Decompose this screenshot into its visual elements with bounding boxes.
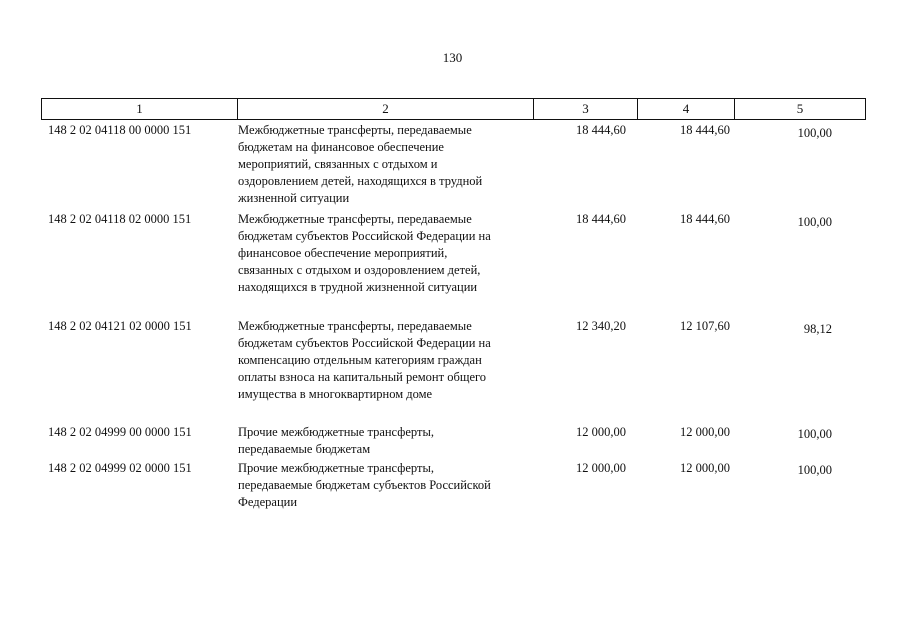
row-code: 148 2 02 04118 00 0000 151: [48, 123, 192, 137]
row-name-line: передаваемые бюджетам: [238, 442, 371, 456]
row-name-line: Прочие межбюджетные трансферты,: [238, 425, 434, 439]
row-col3-value: 12 340,20: [576, 319, 626, 333]
row-name-line: Прочие межбюджетные трансферты,: [238, 461, 434, 475]
row-name-line: жизненной ситуации: [238, 191, 350, 205]
page-number: 130: [442, 50, 463, 65]
row-code: 148 2 02 04999 02 0000 151: [48, 461, 192, 475]
row-name-line: бюджетам субъектов Российской Федерации на: [238, 229, 491, 243]
header-col-3: 3: [533, 99, 637, 119]
row-name-line: связанных с отдыхом и оздоровлением детей,: [238, 263, 481, 277]
row-name-line: мероприятий, связанных с отдыхом и: [238, 157, 438, 171]
row-code: 148 2 02 04118 02 0000 151: [48, 212, 192, 226]
row-name-line: Межбюджетные трансферты, передаваемые: [238, 212, 472, 226]
header-col-4: 4: [637, 99, 734, 119]
row-col3-value: 12 000,00: [576, 461, 626, 475]
header-col-1: 1: [41, 99, 237, 119]
row-name-line: оздоровлением детей, находящихся в трудной: [238, 174, 483, 188]
row-name-line: оплаты взноса на капитальный ремонт общего: [238, 370, 487, 384]
row-col4-value: 18 444,60: [680, 212, 730, 226]
row-col5-value: 98,12: [803, 322, 832, 336]
row-col4-value: 12 000,00: [680, 425, 730, 439]
table-header: [41, 98, 866, 120]
row-name-line: финансовое обеспечение мероприятий,: [238, 246, 448, 260]
row-col5-value: 100,00: [797, 215, 832, 229]
row-col4-value: 12 000,00: [680, 461, 730, 475]
row-name-line: бюджетам на финансовое обеспечение: [238, 140, 444, 154]
row-name: [238, 424, 538, 458]
header-col-5: 5: [734, 99, 866, 119]
row-name-line: Федерации: [238, 495, 298, 509]
row-name-line: бюджетам субъектов Российской Федерации на: [238, 336, 491, 350]
row-col4-value: 18 444,60: [680, 123, 730, 137]
row-col5-value: 100,00: [797, 463, 832, 477]
row-code: 148 2 02 04999 00 0000 151: [48, 425, 192, 439]
row-col3-value: 18 444,60: [576, 123, 626, 137]
row-col5-value: 100,00: [797, 126, 832, 140]
row-col3-value: 12 000,00: [576, 425, 626, 439]
header-col-2: 2: [237, 99, 533, 119]
row-name-line: Межбюджетные трансферты, передаваемые: [238, 123, 472, 137]
row-name-line: имущества в многоквартирном доме: [238, 387, 433, 401]
row-name: [238, 460, 538, 511]
row-col5-value: 100,00: [797, 427, 832, 441]
row-name: [238, 211, 538, 296]
row-name-line: компенсацию отдельным категориям граждан: [238, 353, 482, 367]
row-name: [238, 122, 538, 207]
row-name-line: находящихся в трудной жизненной ситуации: [238, 280, 478, 294]
row-code: 148 2 02 04121 02 0000 151: [48, 319, 192, 333]
row-col3-value: 18 444,60: [576, 212, 626, 226]
row-col4-value: 12 107,60: [680, 319, 730, 333]
row-name-line: Межбюджетные трансферты, передаваемые: [238, 319, 472, 333]
row-name-line: передаваемые бюджетам субъектов Российской: [238, 478, 491, 492]
row-name: [238, 318, 538, 403]
